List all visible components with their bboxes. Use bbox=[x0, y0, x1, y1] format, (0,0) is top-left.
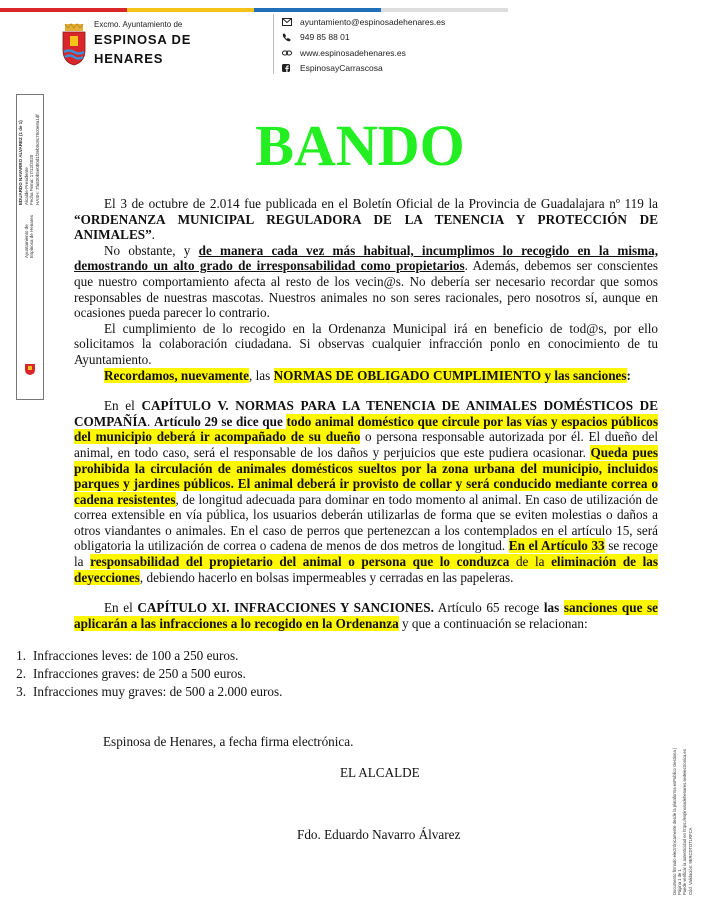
rstamp-line2: Puede verificar la autenticidad en https://espinosadehenares.sedelectronica.es bbox=[682, 749, 688, 895]
coat-of-arms-logo bbox=[60, 22, 88, 66]
stamp-hash: HASH: 7fa820b5e0b0d1f3eb0c8c78c0e8a1df bbox=[34, 114, 40, 205]
contact-phone[interactable] bbox=[282, 30, 445, 46]
org-name-line1: ESPINOSA DE bbox=[94, 32, 192, 47]
contact-list bbox=[282, 14, 445, 76]
signature-name: Fdo. Eduardo Navarro Álvarez bbox=[297, 827, 461, 842]
document-title: BANDO bbox=[255, 113, 465, 178]
rstamp-line1: Documento firmado electrónicamente desde la plataforma esPublico Gestiona | Página 1 de 1 bbox=[672, 747, 683, 895]
website-text: www.espinosadehenares.es bbox=[300, 47, 406, 58]
stamp-signer: EDUARDO NAVARRO ALVAREZ (1 de 1) bbox=[18, 120, 23, 205]
contact-facebook[interactable] bbox=[282, 61, 445, 77]
facebook-text: EspinosayCarrascosa bbox=[300, 63, 383, 74]
paragraph-irresponsibility: No obstante, y de manera cada vez más habitual, incumplimos lo recogido en la misma, demostrando un alto grado de irresponsabilidad como propietarios. Además, debemos ser conscientes que nuestro comportamiento afecta al resto de los vecin@s. No debería ser necesario recordar que somos responsables de nuestras mascotas. Nuestros animales no son seres racionales, pero nosotros sí, aunque en ocasiones pueda parecer lo contrario. bbox=[74, 242, 658, 321]
stamp-org2: Espinosa de Henares bbox=[29, 214, 34, 258]
paragraph-intro: El 3 de octubre de 2.014 fue publicada en el Boletín Oficial de la Provincia de Guadalajara nº 119 la “ORDENANZA MUNICIPAL REGULADORA DE LA TENENCIA Y PROTECCIÓN DE ANIMALES”. bbox=[74, 196, 658, 243]
list-item: 1. Infracciones leves: de 100 a 250 euros. bbox=[16, 648, 239, 664]
signature-stamp-right bbox=[672, 745, 714, 895]
phone-text: 949 85 88 01 bbox=[300, 32, 350, 43]
mail-icon bbox=[282, 18, 300, 26]
paragraph-chapter-v: En el CAPÍTULO V. NORMAS PARA LA TENENCIA DE ANIMALES DOMÉSTICOS DE COMPAÑÍA. Artículo 29 se dice que todo animal doméstico que circule por las vías y espacios públicos del municipio deberá ir acompañado de su dueño o persona responsable autorizada por él. El dueño del animal, en todo caso, será el responsable de los daños y perjuicios que este pudiera ocasionar. Queda pues prohibida la circulación de animales domésticos sueltos por la zona urbana del municipio, incluidos parques y jardines públicos. El animal deberá ir provisto de collar y será conducido mediante correa o cadena resistentes, de longitud adecuada para dominar en todo momento al animal. En caso de utilización de correa extensible en vía pública, los usuarios deberán utilizarlas de forma que se eviten molestias o daños a otros viandantes o animales. En el caso de perros que pertenezcan a los contemplados en el artículo 15, será obligatoria la utilización de correa o cadena de menos de dos metros de longitud. En el Artículo 33 se recoge la responsabilidad del propietario del animal o persona que lo conduzca de la eliminación de las deyecciones, debiendo hacerlo en bolsas impermeables y cerradas en las papeleras. bbox=[74, 398, 659, 585]
signer-role: EL ALCALDE bbox=[340, 765, 420, 780]
contact-email[interactable] bbox=[282, 14, 445, 30]
brand-bar-gray bbox=[381, 8, 508, 12]
brand-color-bar bbox=[0, 8, 508, 12]
org-subtitle: Excmo. Ayuntamiento de bbox=[94, 20, 183, 29]
paragraph-reminder: Recordamos, nuevamente, las NORMAS DE OBLIGADO CUMPLIMIENTO y las sanciones: bbox=[104, 367, 631, 383]
email-text: ayuntamiento@espinosadehenares.es bbox=[300, 16, 446, 27]
facebook-icon bbox=[282, 64, 300, 72]
list-item: 3. Infracciones muy graves: de 500 a 2.000 euros. bbox=[16, 684, 283, 700]
stamp-org: Ayuntamiento de bbox=[23, 224, 29, 258]
contact-website[interactable] bbox=[282, 45, 445, 61]
brand-bar-yellow bbox=[127, 8, 254, 12]
stamp-crest-icon bbox=[24, 363, 36, 375]
org-name-line2: HENARES bbox=[94, 51, 164, 66]
brand-bar-red bbox=[0, 8, 127, 12]
header-divider bbox=[273, 14, 274, 74]
rstamp-line3: Cód. Validación: 9ERCDTDTLRFCA bbox=[687, 827, 693, 895]
place-date: Espinosa de Henares, a fecha firma electrónica. bbox=[103, 734, 354, 749]
list-item: 2. Infracciones graves: de 250 a 500 euros. bbox=[16, 666, 246, 682]
infractions-list bbox=[6, 647, 658, 701]
link-icon bbox=[282, 49, 300, 57]
brand-bar-blue bbox=[254, 8, 381, 12]
phone-icon bbox=[282, 33, 300, 42]
stamp-role: Alcalde-Presidente bbox=[23, 167, 29, 205]
paragraph-chapter-xi: En el CAPÍTULO XI. INFRACCIONES Y SANCIONES. Artículo 65 recoge las sanciones que se aplicarán a las infracciones a lo recogido en la Ordenanza y que a continuación se relacionan: bbox=[74, 600, 659, 631]
stamp-date: Fecha Firma: 17/12/2020 bbox=[29, 154, 34, 205]
paragraph-compliance: El cumplimiento de lo recogido en la Ordenanza Municipal irá en beneficio de tod@s, por ello solicitamos la colaboración ciudadana. Si observas cualquier infracción ponlo en conocimiento de tu Ayuntamiento. bbox=[74, 320, 658, 367]
organization-name bbox=[94, 20, 191, 67]
